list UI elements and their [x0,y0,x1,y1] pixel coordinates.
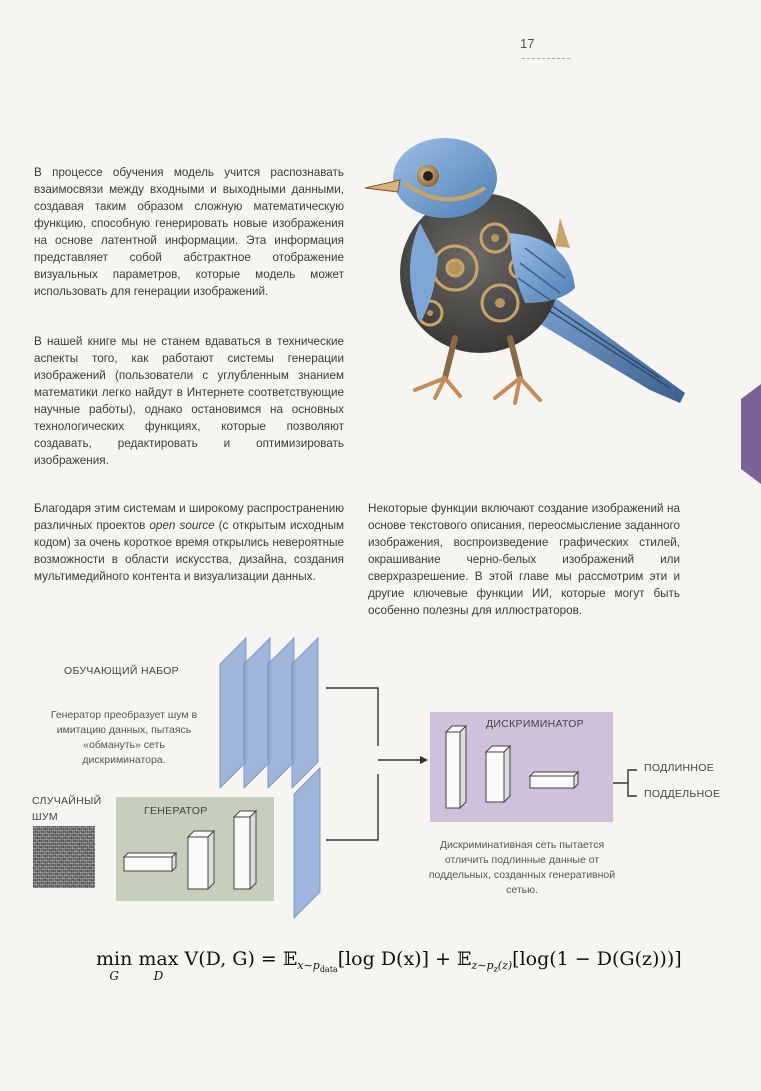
formula-max [138,948,178,982]
bird-head [393,138,497,218]
formula-value-term: V(D, G) = 𝔼 [184,948,298,970]
chapter-side-tab [741,384,761,484]
formula-term-1: [log D(x)] + 𝔼 [337,948,472,970]
formula-min-op: min [96,948,133,970]
formula-expect-2-sub [471,959,513,975]
discriminator-blocks [430,712,613,822]
paragraph-open-source-start: Благодаря этим системам и широкому распространению различных проектов [34,501,344,532]
formula-expect-1-sub [297,959,338,975]
page-number-rule [522,58,570,59]
formula-term-2: [log(1 − D(G(z)))] [512,948,682,970]
formula-min [96,948,132,982]
training-set-label: ОБУЧАЮЩИЙ НАБОР [64,665,179,677]
training-layer-2 [244,638,270,788]
real-output-label: ПОДЛИННОЕ [644,762,715,774]
gan-objective-formula [96,948,682,982]
formula-e2-sub2: z [493,965,498,975]
formula-e1-sub2: data [319,965,338,975]
discriminator-note: Дискриминативная сеть пытается отличить подлинные данные от поддельных, созданных генеративной сетью. [428,839,616,896]
fake-output-label: ПОДДЕЛЬНОЕ [644,788,721,800]
generator-label: ГЕНЕРАТОР [144,805,208,817]
paragraph-functions: Некоторые функции включают создание изображений на основе текстового описания, переосмысление заданного изображения, воспроизведение графических стилей, окрашивание черно-белых изображений или сверхразрешение. В этой главе мы рассмотрим эти и другие ключевые функции ИИ, которые могут быть особенно полезны для иллюстраторов. [368,501,680,617]
bird-beak [365,180,400,192]
page-number: 17 [520,36,535,51]
formula-e2-sub: z∼p [471,959,494,972]
discriminator-box [430,712,613,822]
formula-max-sub: D [153,969,164,983]
formula-e1-sub: x∼p [297,959,320,972]
formula-max-op: max [138,948,179,970]
paragraph-technical: В нашей книге мы не станем вдаваться в технические аспекты того, как работают системы генерации изображений (пользователи с углубленным знанием математики легко найдут в Интернете соответствующие научные работы), однако остановимся на основных технологических функциях, которые позволяют создавать, редактировать и оптимизировать изображения. [34,334,344,467]
paragraph-open-source-end: (с открытым исходным кодом) за очень короткое время открылись невероятные возможности в области искусства, дизайна, создания мультимедийного контента и визуализации данных. [34,518,344,583]
formula-min-sub: G [109,969,119,983]
generator-note: Генератор преобразует шум в имитацию данных, пытаясь «обмануть» сеть дискриминатора. [50,709,198,766]
open-source-term: open source [149,518,215,532]
mechanical-bird-illustration [360,128,700,438]
paragraph-training: В процессе обучения модель учится распознавать взаимосвязи между входными и выходными данными, создавая таким образом сложную математическую функцию, способную генерировать новые изображения на основе латентной информации. Эта информация представляет собой абстрактное отображение визуальных параметров, которые модель может использовать для генерации изображений. [34,165,344,298]
random-noise-label: СЛУЧАЙНЫЙ ШУМ [32,795,102,823]
random-noise-image [33,826,95,888]
training-layer-1 [220,638,246,788]
generated-layer [294,768,320,918]
training-layer-3 [268,638,294,788]
generator-blocks [116,797,274,901]
training-layer-4 [292,638,318,788]
discriminator-label: ДИСКРИМИНАТОР [486,718,584,730]
paragraph-open-source [34,500,344,585]
formula-e2-sub3: (z) [497,959,513,972]
generator-box [116,797,274,901]
